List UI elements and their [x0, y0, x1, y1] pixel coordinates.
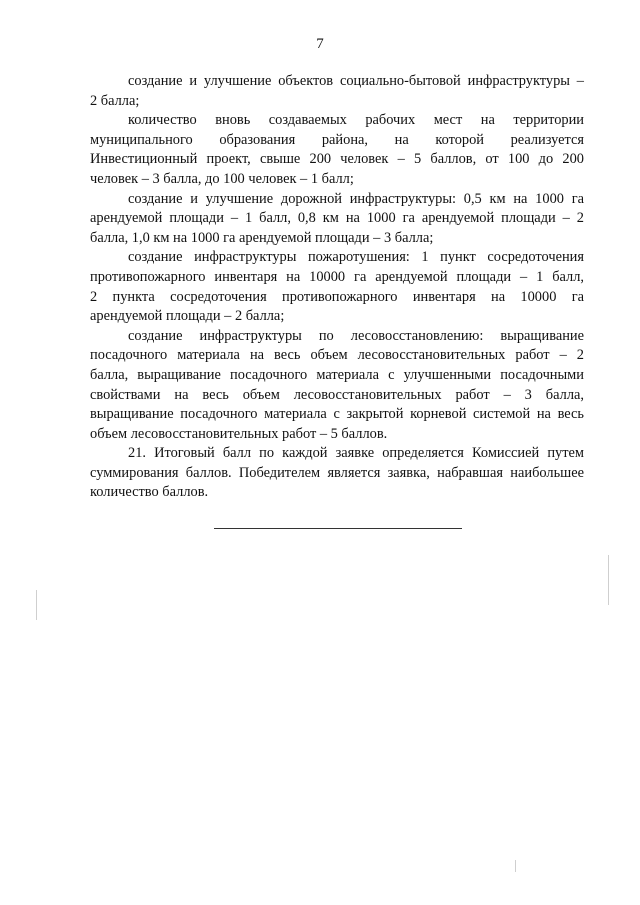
- text-line: создание и улучшение объектов социально-бытовой инфраструктуры –: [128, 73, 584, 89]
- text-line: создание и улучшение дорожной инфраструктуры: 0,5 км на 1000 га: [128, 190, 584, 207]
- paragraph-new-jobs: [90, 111, 584, 189]
- text-line: количество вновь создаваемых рабочих мест на территории: [128, 112, 584, 129]
- text-line: создание инфраструктуры по лесовосстановлению: выращивание: [128, 327, 584, 344]
- text-line: 2 пункта сосредоточения противопожарного инвентаря на 10000 га: [90, 288, 584, 305]
- text-line: посадочного материала на весь объем лесовосстановительных работ – 2: [90, 347, 584, 364]
- end-divider-line: [214, 528, 462, 529]
- scan-artifact: [608, 555, 609, 605]
- paragraph-reforestation: [90, 327, 584, 445]
- text-line: арендуемой площади – 2 балла;: [90, 308, 285, 325]
- text-line: суммирования баллов. Победителем является заявка, набравшая наибольшее: [90, 464, 584, 481]
- text-line: свойствами на весь объем лесовосстановительных работ – 3 балла,: [90, 386, 584, 403]
- text-line: 21. Итоговый балл по каждой заявке определяется Комиссией путем: [128, 445, 584, 462]
- text-line: Инвестиционный проект, свыше 200 человек – 5 баллов, от 100 до 200: [90, 151, 584, 168]
- text-line: создание инфраструктуры пожаротушения: 1 пункт сосредоточения: [128, 249, 584, 266]
- text-line: объем лесовосстановительных работ – 5 баллов.: [90, 425, 388, 442]
- text-line: количество баллов.: [90, 484, 209, 501]
- text-line: муниципального образования района, на которой реализуется: [90, 131, 584, 148]
- paragraph-fire-infrastructure: [90, 248, 584, 326]
- page-number: 7: [316, 36, 324, 52]
- text-line: выращивание посадочного материала с закрытой корневой системой на весь: [90, 406, 584, 423]
- paragraph-road-infrastructure: [90, 190, 584, 249]
- text-line: человек – 3 балла, до 100 человек – 1 балл;: [90, 170, 354, 187]
- text-line: арендуемой площади – 1 балл, 0,8 км на 1000 га арендуемой площади – 2: [90, 210, 584, 227]
- text-line: 2 балла;: [90, 92, 140, 109]
- document-body: [90, 72, 584, 503]
- paragraph-social-infrastructure: [90, 72, 584, 111]
- text-line: балла, выращивание посадочного материала с улучшенными посадочными: [90, 366, 584, 383]
- text-line: противопожарного инвентаря на 10000 га арендуемой площади – 1 балл,: [90, 268, 584, 285]
- scan-artifact: [36, 590, 37, 620]
- scan-artifact: [515, 860, 516, 872]
- paragraph-item-21: [90, 444, 584, 503]
- text-line: балла, 1,0 км на 1000 га арендуемой площади – 3 балла;: [90, 229, 434, 246]
